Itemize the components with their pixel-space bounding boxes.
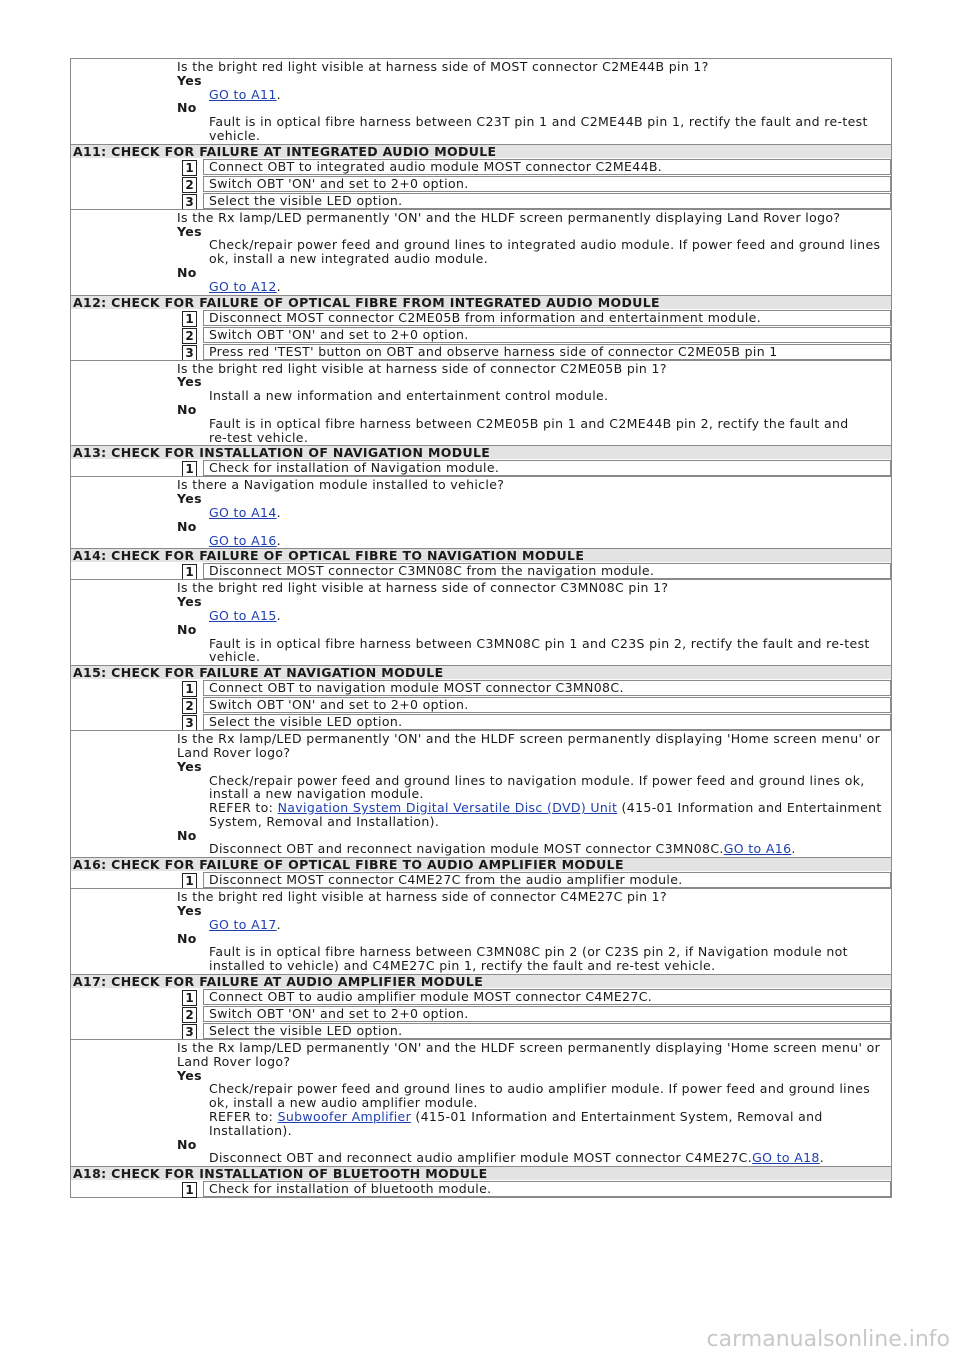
step-row <box>177 343 891 360</box>
step-text: Connect OBT to navigation module MOST connector C3MN08C. <box>203 680 891 696</box>
step-text: Switch OBT 'ON' and set to 2+0 option. <box>203 327 891 343</box>
step-number: 2 <box>182 177 197 193</box>
step-text: Connect OBT to integrated audio module MOST connector C2ME44B. <box>203 159 891 175</box>
step-text: Disconnect MOST connector C4ME27C from the audio amplifier module. <box>203 872 891 888</box>
step-row <box>177 562 891 579</box>
text-line: Install a new information and entertainment control module. <box>209 388 609 404</box>
text-line: Disconnect OBT and reconnect audio amplifier module MOST connector C4ME27C.GO to A18. <box>209 1150 825 1166</box>
step-number: 3 <box>182 345 197 361</box>
text-line: Is the bright red light visible at harness side of connector C2ME05B pin 1? <box>177 360 667 376</box>
link[interactable]: Subwoofer Amplifier <box>277 1109 412 1125</box>
answer-label: No <box>177 518 197 534</box>
answer-label: Yes <box>177 758 202 774</box>
step-list <box>70 1180 892 1197</box>
text-line: System, Removal and Installation). <box>209 813 440 829</box>
text-line: installed to vehicle) and C4ME27C pin 1, rectify the fault and re-test vehicle. <box>209 958 716 974</box>
step-row <box>177 459 891 476</box>
link[interactable]: Navigation System Digital Versatile Disc (DVD) Unit <box>277 800 618 816</box>
section-heading: A12: CHECK FOR FAILURE OF OPTICAL FIBRE FROM INTEGRATED AUDIO MODULE <box>70 295 892 309</box>
text-line: GO to A12. <box>209 278 281 294</box>
step-text: Press red 'TEST' button on OBT and observe harness side of connector C2ME05B pin 1 <box>203 344 891 360</box>
step-row <box>177 326 891 343</box>
link[interactable]: GO to A15 <box>209 607 277 623</box>
step-list <box>70 309 892 360</box>
step-row <box>177 1022 891 1039</box>
step-list <box>70 459 892 476</box>
text-line: GO to A17. <box>209 916 281 932</box>
link[interactable]: GO to A18 <box>752 1150 820 1166</box>
text-line: REFER to: Navigation System Digital Versatile Disc (DVD) Unit (415-01 Information and Entertainment <box>209 800 882 816</box>
step-row <box>177 175 891 192</box>
text-line: Land Rover logo? <box>177 1053 291 1069</box>
watermark: carmanualsonline.info <box>706 1327 950 1352</box>
link[interactable]: GO to A16 <box>723 841 792 857</box>
section-heading: A18: CHECK FOR INSTALLATION OF BLUETOOTH MODULE <box>70 1166 892 1180</box>
text-line: Fault is in optical fibre harness between C23T pin 1 and C2ME44B pin 1, rectify the fault and re-test <box>209 114 868 130</box>
step-number: 3 <box>182 194 197 210</box>
answer-label: No <box>177 930 197 946</box>
text-line: ok, install a new integrated audio module. <box>209 251 489 267</box>
answer-label: Yes <box>177 594 202 610</box>
link[interactable]: GO to A12 <box>209 278 277 294</box>
answer-label: Yes <box>177 72 202 88</box>
text-line: Is the Rx lamp/LED permanently 'ON' and the HLDF screen permanently displaying Land Rover logo? <box>177 209 841 225</box>
step-row <box>177 1005 891 1022</box>
question-block <box>70 360 892 446</box>
section-heading: A15: CHECK FOR FAILURE AT NAVIGATION MODULE <box>70 665 892 679</box>
answer-label: No <box>177 1136 197 1152</box>
answer-label: No <box>177 401 197 417</box>
step-text: Disconnect MOST connector C2ME05B from information and entertainment module. <box>203 310 891 326</box>
text-line: install a new navigation module. <box>209 786 424 802</box>
section-heading: A17: CHECK FOR FAILURE AT AUDIO AMPLIFIER MODULE <box>70 974 892 988</box>
text-line: Is the bright red light visible at harness side of connector C4ME27C pin 1? <box>177 889 667 905</box>
section-heading: A14: CHECK FOR FAILURE OF OPTICAL FIBRE TO NAVIGATION MODULE <box>70 548 892 562</box>
text-line: Disconnect OBT and reconnect navigation module MOST connector C3MN08C.GO to A16. <box>209 841 796 857</box>
step-number: 2 <box>182 698 197 714</box>
answer-label: Yes <box>177 903 202 919</box>
text-line: Check/repair power feed and ground lines to integrated audio module. If power feed and ground lines <box>209 237 881 253</box>
step-row <box>177 158 891 175</box>
step-row <box>177 871 891 888</box>
step-text: Check for installation of Navigation module. <box>203 460 891 476</box>
question-block <box>70 1039 892 1166</box>
text-line: vehicle. <box>209 127 261 143</box>
step-text: Select the visible LED option. <box>203 1023 891 1039</box>
answer-label: No <box>177 264 197 280</box>
link[interactable]: GO to A14 <box>209 504 277 520</box>
text-line: GO to A11. <box>209 86 281 102</box>
step-number: 1 <box>182 681 197 697</box>
step-number: 2 <box>182 1007 197 1023</box>
answer-label: Yes <box>177 223 202 239</box>
link[interactable]: GO to A17 <box>209 916 277 932</box>
step-text: Connect OBT to audio amplifier module MOST connector C4ME27C. <box>203 989 891 1005</box>
step-number: 3 <box>182 1024 197 1040</box>
section-heading: A16: CHECK FOR FAILURE OF OPTICAL FIBRE TO AUDIO AMPLIFIER MODULE <box>70 857 892 871</box>
question-block <box>70 209 892 295</box>
step-text: Disconnect MOST connector C3MN08C from the navigation module. <box>203 563 891 579</box>
step-number: 1 <box>182 160 197 176</box>
document-body <box>70 58 892 1198</box>
step-list <box>70 158 892 209</box>
question-block <box>70 730 892 857</box>
step-list <box>70 562 892 579</box>
step-number: 2 <box>182 328 197 344</box>
step-row <box>177 192 891 209</box>
answer-label: No <box>177 100 197 116</box>
text-line: GO to A14. <box>209 504 281 520</box>
section-heading: A13: CHECK FOR INSTALLATION OF NAVIGATION MODULE <box>70 445 892 459</box>
answer-label: No <box>177 621 197 637</box>
step-list <box>70 871 892 888</box>
text-line: ok, install a new audio amplifier module. <box>209 1095 478 1111</box>
text-line: Fault is in optical fibre harness between C2ME05B pin 1 and C2ME44B pin 2, rectify the fault and <box>209 415 849 431</box>
text-line: Is the Rx lamp/LED permanently 'ON' and the HLDF screen permanently displaying 'Home screen menu' or <box>177 1040 881 1056</box>
text-line: REFER to: Subwoofer Amplifier (415-01 Information and Entertainment System, Removal and <box>209 1109 823 1125</box>
text-line: Check/repair power feed and ground lines to navigation module. If power feed and ground lines ok, <box>209 772 865 788</box>
step-text: Check for installation of bluetooth module. <box>203 1181 891 1197</box>
text-line: Is the bright red light visible at harness side of connector C3MN08C pin 1? <box>177 580 669 596</box>
answer-label: No <box>177 827 197 843</box>
step-number: 3 <box>182 715 197 731</box>
text-line: Is the Rx lamp/LED permanently 'ON' and the HLDF screen permanently displaying 'Home screen menu' or <box>177 731 881 747</box>
step-text: Switch OBT 'ON' and set to 2+0 option. <box>203 176 891 192</box>
text-line: vehicle. <box>209 649 261 665</box>
step-number: 1 <box>182 564 197 580</box>
step-text: Switch OBT 'ON' and set to 2+0 option. <box>203 697 891 713</box>
text-line: Installation). <box>209 1122 292 1138</box>
link[interactable]: GO to A11 <box>209 86 277 102</box>
question-block <box>70 58 892 144</box>
step-row <box>177 696 891 713</box>
text-line: GO to A15. <box>209 607 281 623</box>
step-number: 1 <box>182 873 197 889</box>
answer-label: Yes <box>177 1067 202 1083</box>
text-line: re-test vehicle. <box>209 429 309 445</box>
answer-label: Yes <box>177 374 202 390</box>
step-list <box>70 679 892 730</box>
step-row <box>177 988 891 1005</box>
step-row <box>177 713 891 730</box>
step-number: 1 <box>182 990 197 1006</box>
text-line: GO to A16. <box>209 532 281 548</box>
step-number: 1 <box>182 461 197 477</box>
step-list <box>70 988 892 1039</box>
text-line: Is the bright red light visible at harness side of MOST connector C2ME44B pin 1? <box>177 59 709 74</box>
step-text: Select the visible LED option. <box>203 714 891 730</box>
question-block <box>70 888 892 974</box>
step-row <box>177 309 891 326</box>
question-block <box>70 579 892 665</box>
text-line: Check/repair power feed and ground lines to audio amplifier module. If power feed and ground lines <box>209 1081 871 1097</box>
step-text: Switch OBT 'ON' and set to 2+0 option. <box>203 1006 891 1022</box>
step-row <box>177 1180 891 1197</box>
link[interactable]: GO to A16 <box>209 532 277 548</box>
step-number: 1 <box>182 311 197 327</box>
question-block <box>70 476 892 548</box>
step-row <box>177 679 891 696</box>
step-text: Select the visible LED option. <box>203 193 891 209</box>
answer-label: Yes <box>177 491 202 507</box>
text-line: Fault is in optical fibre harness between C3MN08C pin 2 (or C23S pin 2, if Navigation module not <box>209 944 848 960</box>
text-line: Land Rover logo? <box>177 744 291 760</box>
step-number: 1 <box>182 1182 197 1198</box>
section-heading: A11: CHECK FOR FAILURE AT INTEGRATED AUDIO MODULE <box>70 144 892 158</box>
text-line: Fault is in optical fibre harness between C3MN08C pin 1 and C23S pin 2, rectify the fault and re-test <box>209 635 870 651</box>
text-line: Is there a Navigation module installed to vehicle? <box>177 477 505 493</box>
